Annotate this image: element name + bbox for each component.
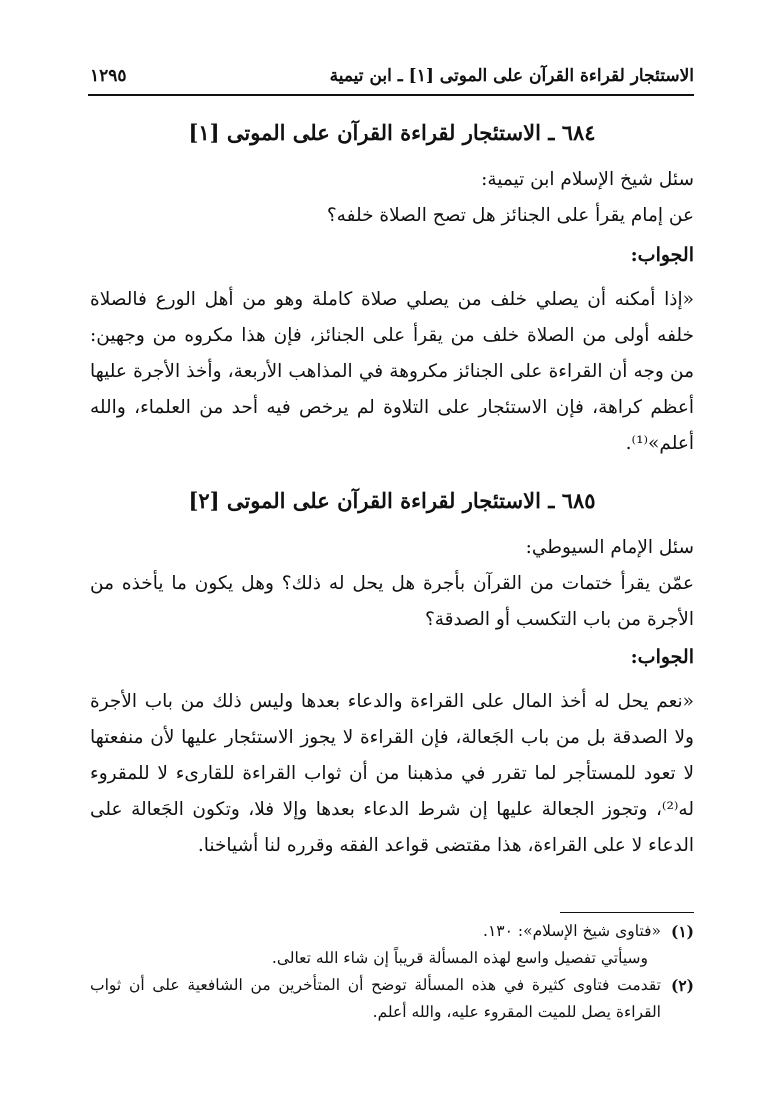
page-number: ١٢٩٥ (90, 66, 127, 86)
running-header (90, 62, 694, 90)
running-title: الاستئجار لقراءة القرآن على الموتى [١] ـ ابن تيمية (329, 66, 694, 86)
footnote-2 (90, 972, 694, 1026)
footnote-number: (١) (670, 922, 694, 941)
question-intro: سئل شيخ الإسلام ابن تيمية: (481, 169, 694, 190)
answer-text-685: «نعم يحل له أخذ المال على القراءة والدعاء بعدها وليس ذلك من باب الأجرة ولا الصدقة بل من باب الجَعالة، فإن القراءة لا يجوز الاستئجار عليها لأن منفعتها لا تعود للمستأجر لما تقرر في مذهبنا من أن ثواب القراءة للقارىء لا للمقروء له⁽²⁾، وتجوز الجعالة عليها إن شرط الدعاء بعدها وإلا فلا، وتكون الجَعالة على الدعاء لا على القراءة، هذا مقتضى قواعد الفقه وقرره لنا أشياخنا. (90, 691, 694, 856)
header-rule (88, 94, 694, 96)
footnotes (90, 918, 694, 1026)
footnote-rule (560, 912, 694, 913)
question-block-684 (90, 162, 694, 234)
answer-label-685: الجواب: (630, 646, 694, 668)
footnote-1-continuation: وسيأتي تفصيل واسع لهذه المسألة قريباً إن شاء الله تعالى. (271, 949, 648, 967)
question-text: عن إمام يقرأ على الجنائز هل تصح الصلاة خلفه؟ (326, 205, 694, 226)
question-block-685 (90, 530, 694, 638)
footnote-text: «فتاوى شيخ الإسلام»: ١٣٠. (483, 922, 661, 940)
footnote-1 (90, 918, 694, 945)
section-title-684: ٦٨٤ ـ الاستئجار لقراءة القرآن على الموتى [١] (188, 120, 596, 145)
footnote-text: تقدمت فتاوى كثيرة في هذه المسألة توضح أن المتأخرين من الشافعية على أن ثواب القراءة يصل للميت المقروء عليه، والله أعلم. (90, 976, 661, 1021)
question-text: عمّن يقرأ ختمات من القرآن بأجرة هل يحل له ذلك؟ وهل يكون ما يأخذه من الأجرة من باب التكسب أو الصدقة؟ (90, 573, 694, 630)
footnote-number: (٢) (670, 976, 694, 995)
question-intro: سئل الإمام السيوطي: (525, 537, 694, 558)
answer-label-684: الجواب: (630, 244, 694, 266)
section-title-685: ٦٨٥ ـ الاستئجار لقراءة القرآن على الموتى [٢] (188, 488, 596, 513)
answer-text-684: «إذا أمكنه أن يصلي خلف من يصلي صلاة كاملة وهو من أهل الورع فالصلاة خلفه أولى من الصلاة خلف من يقرأ على الجنائز، فإن هذا مكروه من وجهين: من وجه أن القراءة على الجنائز مكروهة في المذاهب الأربعة، وأخذ الأجرة عليها أعظم كراهة، فإن الاستئجار على التلاوة لم يرخص فيه أحد من العلماء، والله أعلم»⁽¹⁾. (90, 289, 694, 454)
